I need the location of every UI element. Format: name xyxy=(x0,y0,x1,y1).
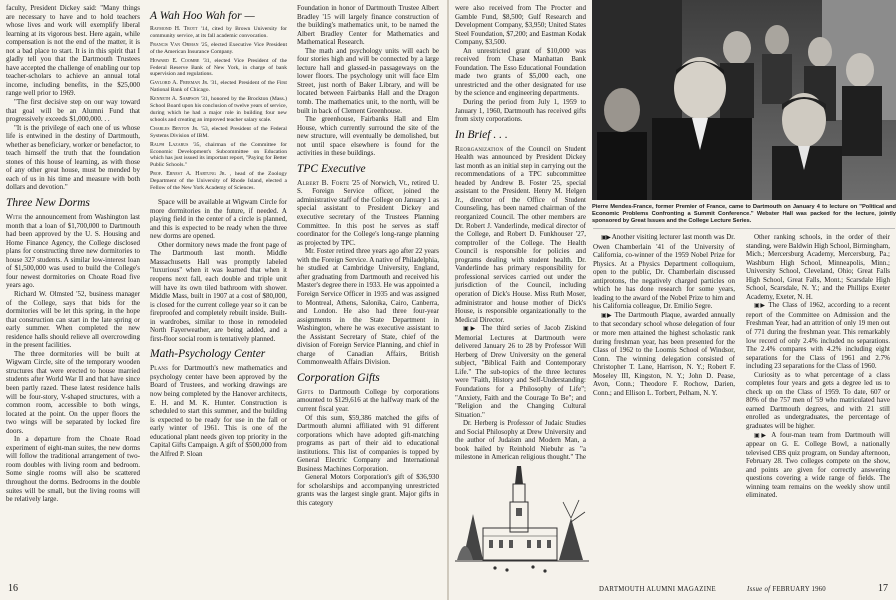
wah-hoo-wah-item xyxy=(150,80,287,94)
class-1962-paragraph: ▣▶ The Class of 1962, according to a recent report of the Committee on Admission and the Freshman Year, had an attrition of only 19 men out of 771 during the freshman year. This remarkably low record of only 2.4% included no separations. The 2.4% compares with 4.2% including eight separations for the Class of 1961 and 2.7% including 23 separations for the Class of 1960. xyxy=(746,301,890,371)
left-column-2 xyxy=(150,2,287,458)
section-bullet-icon: ▣▶ xyxy=(754,303,766,310)
math-paragraph-4: The greenhouse, Fairbanks Hall and Elm House, which currently surround the site of the new structure, will eventually be demolished, but not until space elsewhere is found for the activities in these buildings. xyxy=(297,115,439,158)
tpc-paragraph-1: Albert B. Forte '25 of Norwich, Vt., retired U. S. Foreign Service officer, joined the administrative staff of the College on January 1 as special assistant to President Dickey and executive secretary of the Trustees Planning Committee. In this post he serves as staff coordinator for the College's long-range planning as projected by TPC. xyxy=(297,177,439,247)
wah-hoo-wah-item xyxy=(150,171,287,192)
section-bullet-icon: ▣▶ xyxy=(601,312,613,319)
honoree-name: Charles Benton Jr. xyxy=(150,125,199,132)
class-1959-paragraph: Curiosity as to what percentage of a class completes four years and gets a degree led us to check up on the Class of 1959. To date, 607 or 80% of the 757 men of '59 who matriculated have earned Dartmouth degrees, and with 21 still enrolled as undergraduates, the percentage of graduates will be higher. xyxy=(746,370,890,431)
honoree-name: Raymond H. Trott xyxy=(150,26,198,32)
dorms-paragraph-2: Richard W. Olmsted '52, business manager of the College, says that bids for the dormitories will be let this spring, in the hope that construction can start in the late spring or early summer. When completed the new residence halls should relieve all overcrowding in the present facilities. xyxy=(6,289,140,350)
caption-divider xyxy=(593,228,895,229)
dickey-paragraph: faculty, President Dickey said: "Many things are necessary to have and to hold teachers whose lives and work will exemplify liberal learning at its vigorous best. Here again, while compensation is not the end of the matter, it is not a bad place to start. It is in this spirit that I gladly tell you that the Dartmouth Trustees have accepted the challenge of enabling our top teacher-scholars to achieve an annual total income, including benefits, in the $25,000 range well prior to 1969. xyxy=(6,4,140,98)
wah-hoo-wah-item xyxy=(150,142,287,169)
corporation-gifts-heading: Corporation Gifts xyxy=(297,371,380,384)
college-bowl-paragraph: ▣▶ A four-man team from Dartmouth will appear on G. E. College Bowl, a nationally televised CBS quiz program, on Sunday afternoon, February 28. Two colleges compete on the show, and points are given for correctly answering questions covering a wide range of fields. The winning team remains on the weekly show until eliminated. xyxy=(746,430,890,500)
dorms-paragraph-1: With the announcement from Washington last month that a loan of $1,700,000 to Dartmouth had been approved by the U. S. Housing and Home Finance Agency, the College disclosed plans for constructing three new dormitories to house 327 students. A similar low-interest loan of $1,500,000 was used to build the College's four newest dormitories on Choate Road five years ago. xyxy=(6,212,140,290)
section-bullet-icon: ▣▶ xyxy=(754,432,768,439)
right-column-1 xyxy=(455,4,586,530)
honoree-name: Howard E. Coombe xyxy=(150,57,200,64)
gifts-continued-paragraph: were also received from The Procter and Gamble Fund, $8,500; Gulf Research and Development Company, $3,950; United States Steel Foundation, $7,200; and Eastman Kodak Company, $3,500. xyxy=(455,4,586,47)
ranking-schools-paragraph: Other ranking schools, in the order of their standing, were Baldwin High School, Birmingham, Mich.; Mercersburg Academy, Mercersburg, Pa.; Washburn High School, Minneapolis, Minn.; University School, Cleveland, Ohio; Great Falls High School, Great Falls, Mont.; Scarsdale High School, Scarsdale, N. Y.; and the Phillips Exeter Academy, Exeter, N. H. xyxy=(746,233,890,301)
alumni-fund-quote: "The first decisive step on our way toward that goal will be an Alumni Fund that progressively exceeds $1,000,000. . . xyxy=(6,98,140,124)
issue-footer: Issue of FEBRUARY 1960 xyxy=(747,586,826,593)
photo-caption: Pierre Mendes-France, former Premier of France, came to Dartmouth on January 4 to lecture on "Political and Economic Problems Confronting a Summit Conference." Webster Hall was packed for the lecture, jointly sponsored by Great Issues and the College Lecture Series. xyxy=(592,204,896,224)
middle-mass-paragraph: Other dormitory news made the front page of The Dartmouth last month. Middle Massachusetts Hall was promptly labeled "luxurious" when it was learned that when it reopens next fall, each double and triple unit will have its own tiled bathroom with shower. Middle Mass, built in 1907 at a cost of $80,000, is closed for the current college year so it can be fireproofed and completely rebuilt inside. Built-in wardrobes, similar to those in remodeled North Fayerweather, are being added, and a first-floor social room is tentatively planned. xyxy=(150,240,287,343)
plaque-paragraph: ▣▶ The Dartmouth Plaque, awarded annually to that secondary school whose delegation of four or more men attained the highest scholastic rank during freshman year, has been presented for the Class of 1962 to the Loomis School of Windsor, Conn. The winning delegation consisted of Christopher T. Lane, Harrison, N. Y.; Robert F. Moseley III, Kingston, N. Y.; John D. Pease, Avon, Conn.; Theodore F. Rochow, Darien, Conn.; and Ellison L. Torbert, Pelham, N. Y. xyxy=(593,310,736,397)
corp-paragraph-2: Of this sum, $59,386 matched the gifts of Dartmouth alumni affiliated with 91 different corporations which have adopted gift-matching programs as part of their aid to educational institutions. This list of companies is topped by General Electric Company and International Business Machines Corporation. xyxy=(297,413,439,473)
wah-hoo-wah-item xyxy=(150,26,287,40)
dorms-paragraph-4: In a departure from the Choate Road experiment of eight-man suites, the new dorms will follow the traditional arrangement of two-room doubles with living room and bedroom. Some single rooms will also be scattered throughout the dorms. Bedrooms in the double suites will be small, but the living rooms will be relatively large. xyxy=(6,435,140,504)
left-page xyxy=(0,0,447,600)
honoree-citation: '35, chairman of the Committee for Economic Development's Subcommittee on Education which has just issued its important report, "Paying for Better Public Schools." xyxy=(150,141,287,169)
in-brief-heading: In Brief . . . xyxy=(455,128,508,141)
dorms-drop-word: With xyxy=(6,212,23,222)
chamberlain-paragraph: ▣▶ Another visiting lecturer last month was Dr. Owen Chamberlain '41 of the University of California, co-winner of the 1959 Nobel Prize for Physics. At a Physics Department colloquium, open to the public, Dr. Chamberlain discussed antiprotons, the negatively charged particles on which he has done research for some years, leading to the award of the Nobel Prize to him and his California colleague, Dr. Emilio Segre. xyxy=(593,233,735,311)
wah-hoo-wah-list xyxy=(150,26,287,192)
section-bullet-icon: ▣▶ xyxy=(601,235,611,241)
chase-grant-paragraph: An unrestricted grant of $10,000 was received from Chase Manhattan Bank Foundation. The Esso Educational Foundation made two grants of $5,000 each, one unrestricted and the other designated for use by the science and engineering departments. xyxy=(455,46,586,98)
right-column-2 xyxy=(593,233,735,397)
brief-paragraph-2: ▣▶ The third series of Jacob Ziskind Memorial Lectures at Dartmouth were delivered January 26 to 28 by Professor Will Herberg of Drew University on the general subject, "Biblical Faith and Contemporary Life." The sub-topics of the three lectures were "Faith, History and Self-Understanding: Foundations for a Philosophy of Life"; "Anxiety, Faith and the Courage To Be"; and "Religion and the Changing Cultural Situation." xyxy=(455,324,586,419)
honoree-name: Prof. Ernest A. Hartung Jr. xyxy=(150,171,227,178)
tpc-paragraph-2: Mr. Foster retired three years ago after 22 years with the Foreign Service. A native of Philadelphia, he studied at Cambridge University, England, after graduating from Dartmouth and received his Master's degree there in 1933. He was appointed a Foreign Service Officer in 1935 and was assigned to Montreal, Athens, Salonika, Cairo, Canberra, and London. He also had three four-year assignments in the State Department in Washington, where he was executive assistant to the Assistant Secretary of State, chief of the division of Foreign Service Planning, and chief in charge of Canadian Affairs, British Commonwealth Affairs Division. xyxy=(297,247,439,367)
left-page-number: 16 xyxy=(8,583,18,594)
magazine-footer: DARTMOUTH ALUMNI MAGAZINE xyxy=(599,586,716,593)
honoree-name: Kenneth A. Sampson xyxy=(150,96,200,103)
right-column-3 xyxy=(746,233,890,500)
tpc-executive-heading: TPC Executive xyxy=(297,162,366,175)
left-column-3 xyxy=(297,4,439,508)
math-paragraph-3: The math and psychology units will each be four stories high and will be connected by a large lecture hall and glassed-in passageways on the lower floors. The psychology unit will face Elm Street, just north of Baker Library, and will be located between Fairbanks Hall and the Dragon tomb. The mathematics unit, to the north, will be built in back of Clement Greenhouse. xyxy=(297,46,439,115)
sixty-corporations-paragraph: During the period from July 1, 1959 to January 1, 1960, Dartmouth has received gifts from sixty corporations. xyxy=(455,98,586,124)
corp-paragraph-3: General Motors Corporation's gift of $36,930 for scholarships and accompanying unrestricted grants was the largest single grant. Major gifts in this category xyxy=(297,473,439,507)
honoree-name: Francis Van Orman xyxy=(150,41,199,48)
math-paragraph-2: Foundation in honor of Dartmouth Trustee Albert Bradley '15 will largely finance construction of the building's mathematics unit, to be named the Albert Bradley Center for Mathematics and Mathematical Research. xyxy=(297,4,439,47)
wah-hoo-wah-item xyxy=(150,126,287,140)
baker-tower-drawing-icon xyxy=(455,462,589,580)
honoree-citation: '25, elected Executive Vice President of the American Insurance Company. xyxy=(150,41,287,55)
mendes-france-photo xyxy=(592,0,896,200)
lecture-crowd-image xyxy=(592,0,896,200)
math-paragraph-1: Plans for Dartmouth's new mathematics and psychology center have been approved by the Board of Trustees, and working drawings are now being completed by the Hanover architects, E. H. and M. K. Hunter. Construction is scheduled to start this summer, and the building is expected to be ready for use in the fall or early winter of 1961. This is one of the educational plant needs given top priority in the Capital Gifts Campaign. A gift of $500,000 from the Alfred P. Sloan xyxy=(150,363,287,458)
wah-hoo-wah-item xyxy=(150,42,287,56)
wah-hoo-wah-item xyxy=(150,58,287,79)
honoree-citation: '14, cited by Brown University for community service, at its fall academic convocation. xyxy=(150,26,287,39)
honoree-citation: '31, elected Vice President of the Federal Reserve Bank of New York, in charge of bank supervision and regulations. xyxy=(150,57,287,78)
wah-hoo-wah-item xyxy=(150,96,287,123)
honoree-citation: '31, elected President of the First National Bank of Chicago. xyxy=(150,80,287,94)
honoree-citation: '53, elected President of the Federal Systems Division of IBM. xyxy=(150,125,287,139)
three-new-dorms-heading: Three New Dorms xyxy=(6,197,90,210)
left-column-1 xyxy=(6,4,140,504)
math-psychology-heading: Math-Psychology Center xyxy=(150,348,266,361)
campus-illustration xyxy=(455,462,589,580)
right-page xyxy=(449,0,896,600)
brief-paragraph-3: Dr. Herberg is Professor of Judaic Studies and Social Philosophy at Drew University and the author of Judaism and Modern Man, a book hailed by Reinhold Niebuhr as "a milestone in American religious thought." The xyxy=(455,419,586,462)
section-bullet-icon: ▣▶ xyxy=(463,326,478,333)
honoree-name: Gaylord A. Freeman Jr. xyxy=(150,80,209,87)
honoree-name: Ralph Lazarus xyxy=(150,141,189,148)
wah-hoo-wah-heading: A Wah Hoo Wah for — xyxy=(150,10,255,22)
honoree-citation: , head of the Zoology Department of the University of Rhode Island, elected a Fellow of the New York Academy of Sciences. xyxy=(150,171,287,192)
privilege-paragraph: "It is the privilege of each one of us whose life is entwined in the destiny of Dartmouth, whether as beneficiary, worker or benefactor, to teach himself the truth that the foundation stones of this house of learning, as with those of any other great house, must be mended by each of us in his time and measure with both dollars and devotion." xyxy=(6,123,140,192)
honoree-citation: '31, honored by the Brockton (Mass.) School Board upon his conclusion of twelve years of service, during which he had a major role in building four new schools and creating an improved teacher salary scale. xyxy=(150,96,288,123)
corp-paragraph-1: Gifts to Dartmouth College by corporations amounted to $129,616 at the halfway mark of the current fiscal year. xyxy=(297,386,439,413)
right-page-number: 17 xyxy=(878,583,888,594)
dorms-paragraph-3: The three dormitories will be built at Wigwam Circle, site of the temporary wooden structures that were erected to house married students after World War II and that have since been partly razed. These latest residence halls will be four-story, V-shaped structures, with a common room, accessible to both wings, located at the point. On the upper floors the two wings will be separated by locked fire doors. xyxy=(6,349,140,435)
wigwam-paragraph: Space will be available at Wigwam Circle for more dormitories in the future, if needed. A playing field in the center of a circle is planned, and this is expected to be ready when the three new dorms are opened. xyxy=(150,198,287,241)
brief-paragraph-1: Reorganization of the Council on Student Health was announced by President Dickey last month as an initial step in carrying out the recommendations of a TPC subcommittee headed by Andrew B. Foster '25, special assistant to the President. Henry M. Helgen Jr., director of the Office of Student Counseling, has been named chairman of the reorganized Council. The other members are Dr. Robert J. Vanderlinde, medical director of the College, and Robert D. Funkhouser '27, comptroller of the College. The Health Council is responsible for policies and programs dealing with student health. Dr. Vanderlinde has primary responsibility for professional services carried out under the jurisdiction of the Council, including operation of Dick's House. Miss Ruth Moser, administrator and house mother of Dick's House, is responsible organizationally to the Medical Director. xyxy=(455,143,586,324)
